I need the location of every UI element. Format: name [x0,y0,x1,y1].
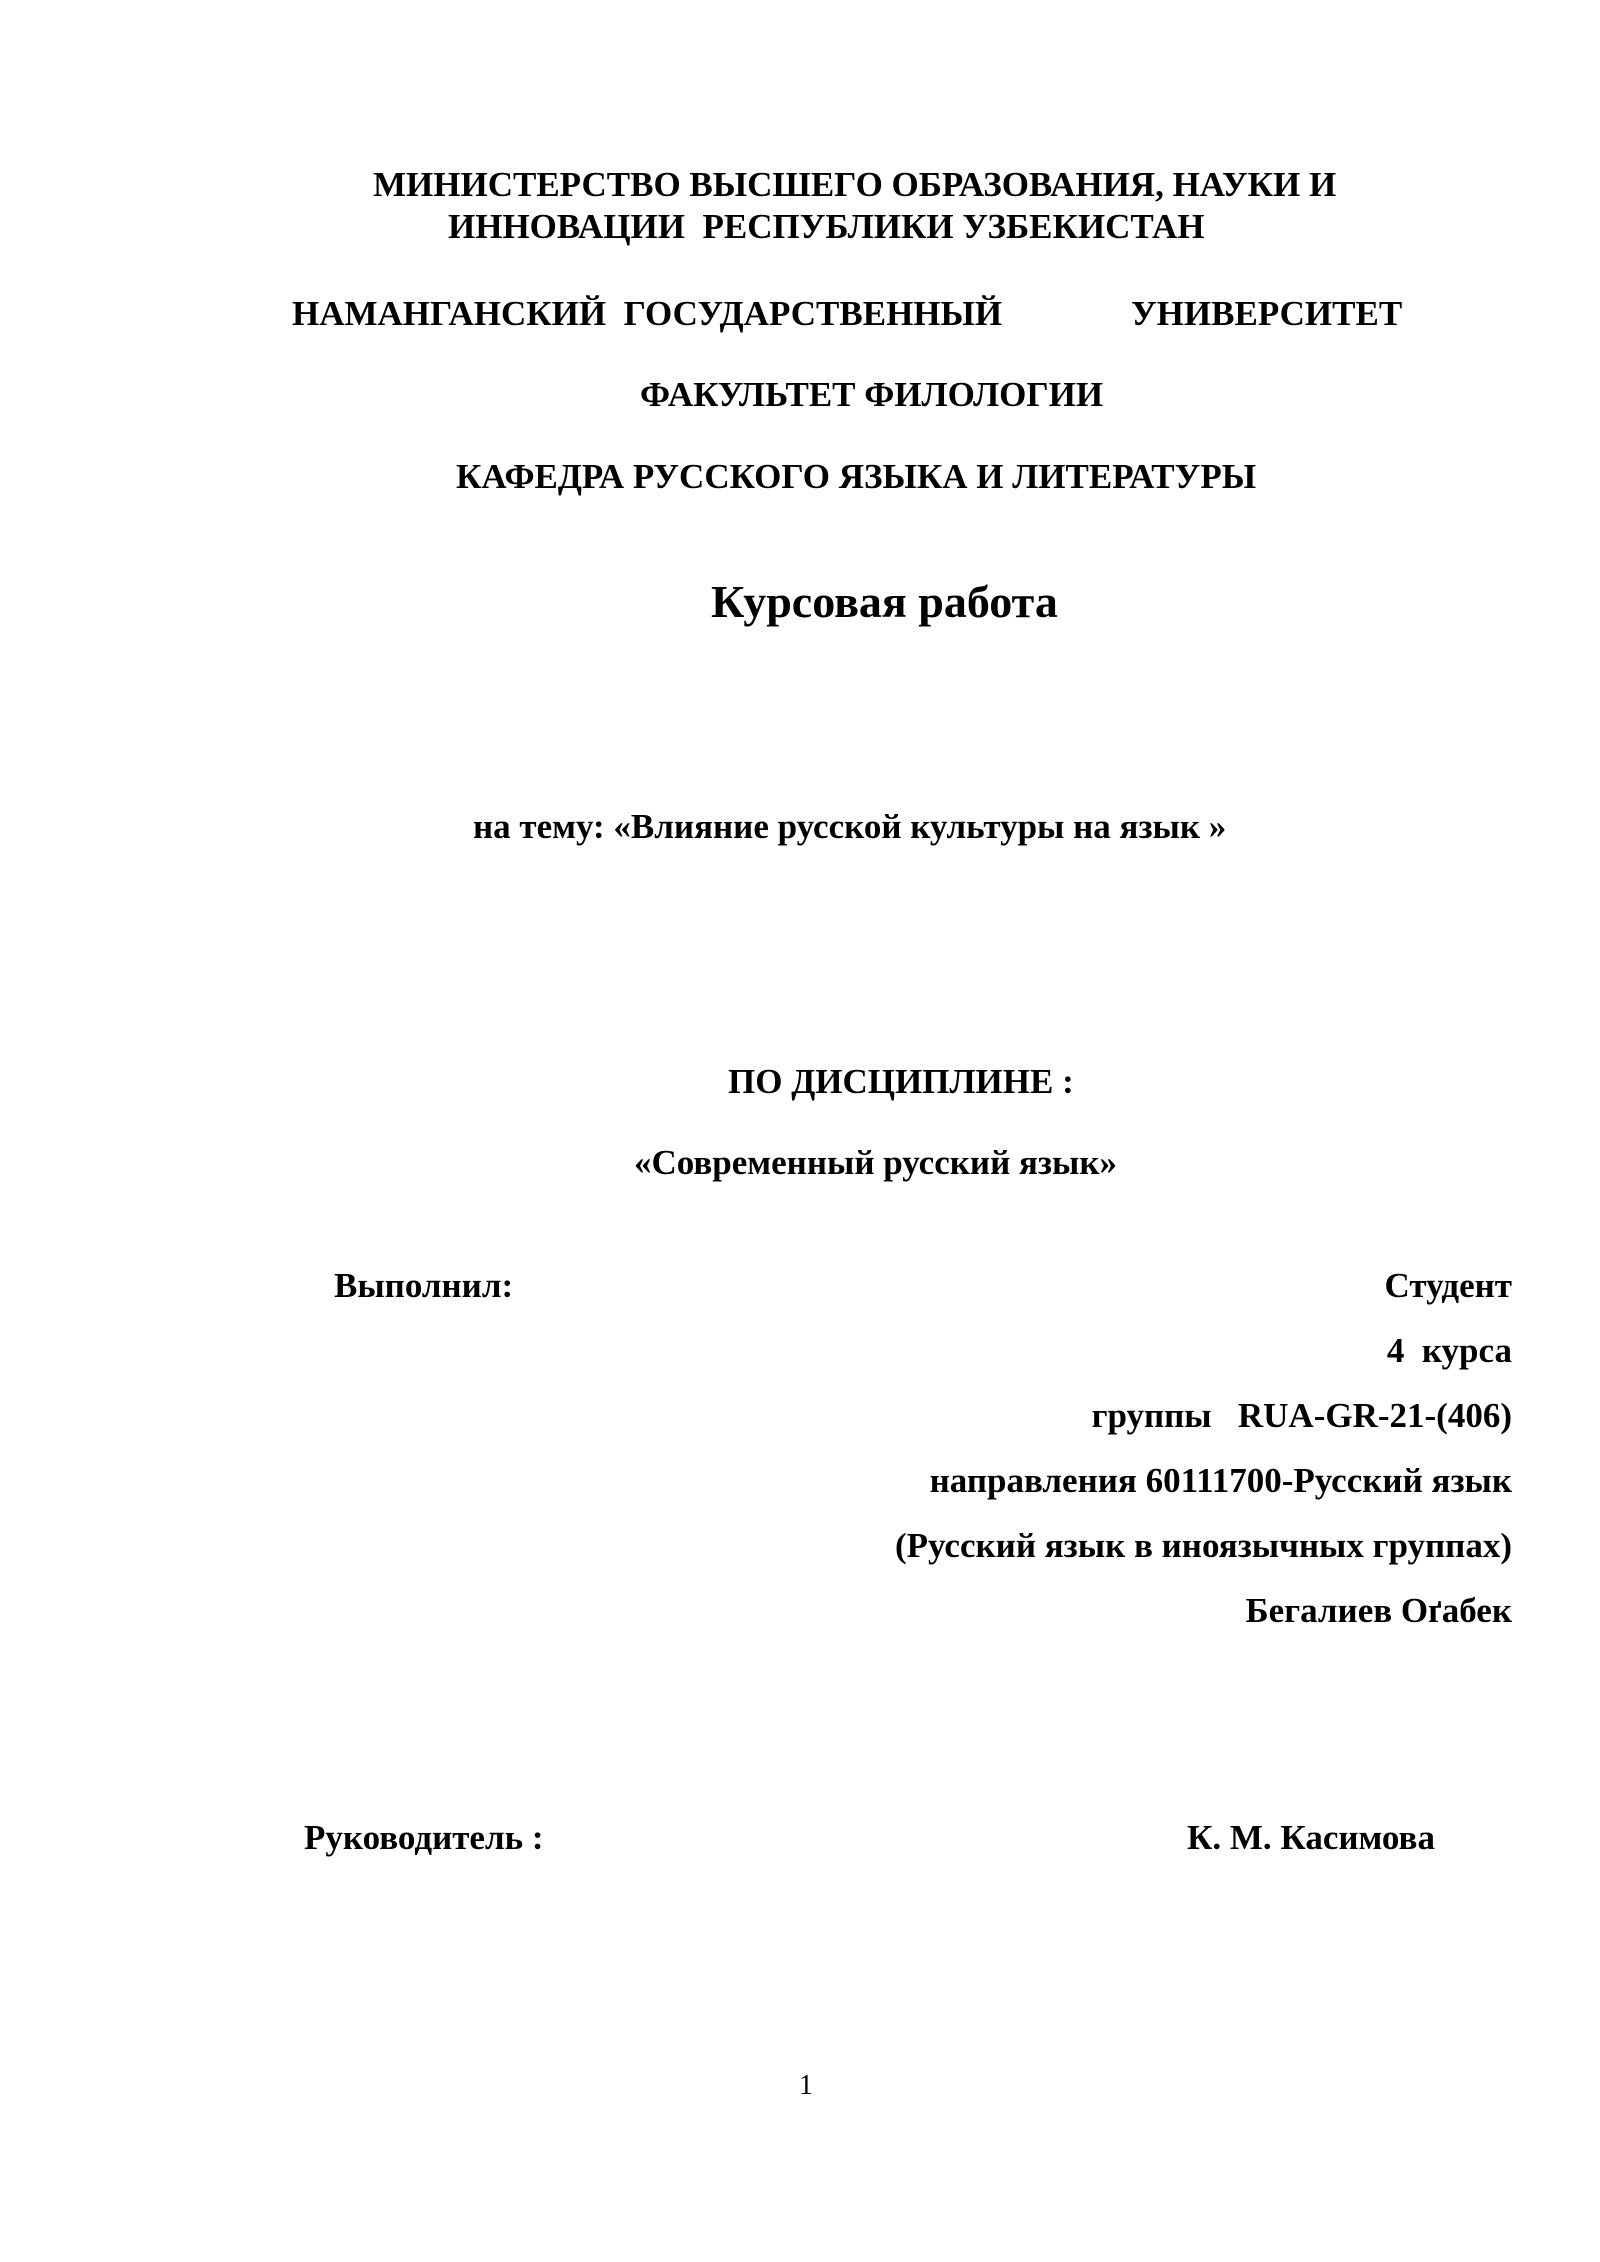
student-specialization: (Русский язык в иноязычных группах) [894,1526,1512,1565]
student-role: Студент [1384,1266,1512,1305]
supervisor-label: Руководитель : [304,1818,544,1857]
discipline-name: «Современный русский язык» [634,1143,1117,1182]
student-name: Бегалиев Оґабек [1245,1591,1512,1630]
discipline-label: ПО ДИСЦИПЛИНЕ : [728,1062,1074,1101]
ministry-line-1: МИНИСТЕРСТВО ВЫСШЕГО ОБРАЗОВАНИЯ, НАУКИ И [373,165,1337,204]
work-type-title: Курсовая работа [711,576,1058,627]
faculty-name: ФАКУЛЬТЕТ ФИЛОЛОГИИ [640,375,1104,414]
topic-line: на тему: «Влияние русской культуры на язык » [473,807,1227,846]
student-group: группы RUA-GR-21-(406) [1091,1396,1512,1435]
student-direction: направления 60111700-Русский язык [929,1461,1512,1500]
student-course: 4 курса [1386,1331,1512,1370]
university-name-part2: УНИВЕРСИТЕТ [1131,294,1403,333]
supervisor-name: К. М. Касимова [1187,1818,1435,1857]
page-number: 1 [799,2070,813,2101]
university-name-part1: НАМАНГАНСКИЙ ГОСУДАРСТВЕННЫЙ [292,294,1003,333]
ministry-line-2: ИННОВАЦИИ РЕСПУБЛИКИ УЗБЕКИСТАН [448,207,1205,246]
department-name: КАФЕДРА РУССКОГО ЯЗЫКА И ЛИТЕРАТУРЫ [456,457,1257,496]
performed-by-label: Выполнил: [334,1266,514,1305]
